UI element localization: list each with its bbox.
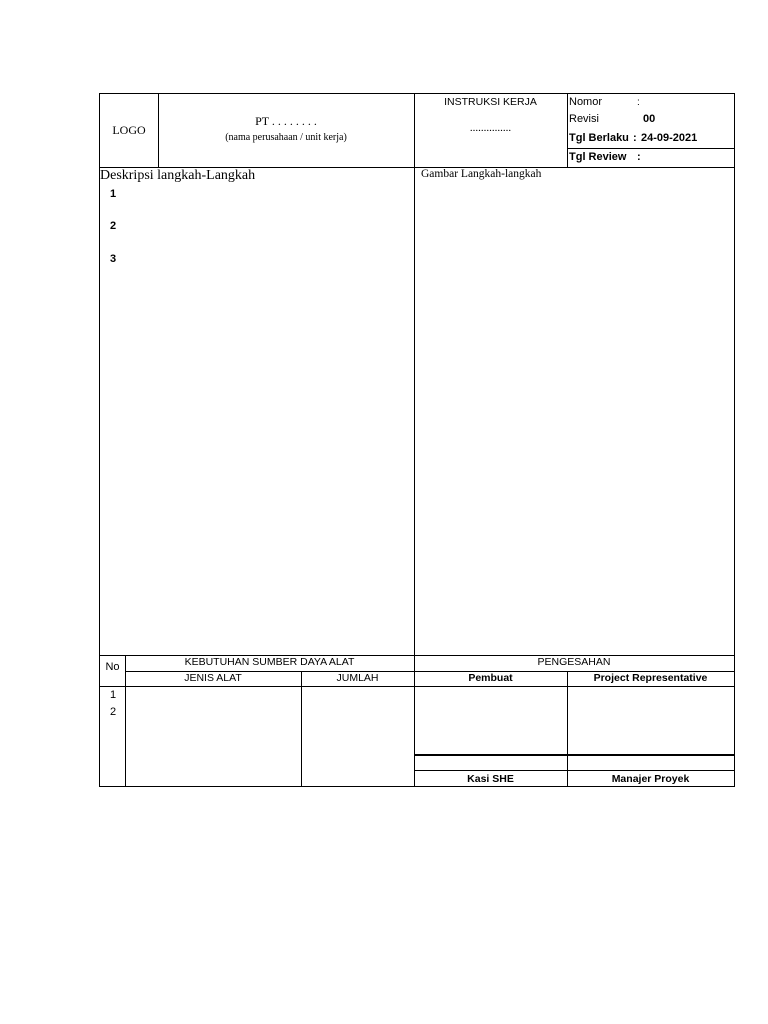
doc-meta-cell xyxy=(567,94,735,167)
meta-nomor-sep: : xyxy=(637,97,640,108)
meta-nomor-label: Nomor xyxy=(569,96,603,108)
divider xyxy=(414,770,734,771)
resource-col-jenis: JENIS ALAT xyxy=(184,672,242,684)
steps-description-title: Deskripsi langkah-Langkah xyxy=(100,168,256,183)
divider xyxy=(567,671,568,786)
doc-number-dots: ............... xyxy=(469,122,512,134)
company-name: PT . . . . . . . . xyxy=(255,114,317,128)
resource-row-number: 2 xyxy=(110,706,117,718)
divider xyxy=(100,686,734,687)
meta-tgl-review-label: Tgl Review xyxy=(569,151,627,163)
resource-row-number: 1 xyxy=(110,689,117,701)
approval-title: PENGESAHAN xyxy=(537,656,611,668)
divider xyxy=(414,754,734,756)
steps-image-title: Gambar Langkah-langkah xyxy=(421,168,542,180)
divider xyxy=(567,148,735,149)
logo-placeholder: LOGO xyxy=(112,123,146,137)
approval-col-project-rep: Project Representative xyxy=(593,672,708,684)
meta-revisi-value: 00 xyxy=(643,113,656,125)
work-instruction-form xyxy=(99,93,735,787)
resource-col-jumlah: JUMLAH xyxy=(336,672,379,684)
resource-no-header: No xyxy=(105,661,120,673)
company-cell xyxy=(158,94,414,167)
step-number: 2 xyxy=(110,220,117,232)
divider xyxy=(301,671,302,786)
resource-table-title: KEBUTUHAN SUMBER DAYA ALAT xyxy=(184,656,355,668)
meta-tgl-review-sep: : xyxy=(637,151,641,163)
logo-cell xyxy=(100,94,158,167)
signer-kasi-she: Kasi SHE xyxy=(467,773,514,785)
meta-revisi-label: Revisi xyxy=(569,113,599,125)
doc-type: INSTRUKSI KERJA xyxy=(444,96,537,108)
step-number: 1 xyxy=(110,188,117,200)
company-subtitle: (nama perusahaan / unit kerja) xyxy=(225,132,347,143)
doc-type-cell xyxy=(414,94,567,167)
meta-tgl-berlaku-sep: : xyxy=(633,132,637,144)
meta-tgl-berlaku-value: 24-09-2021 xyxy=(641,132,698,144)
step-number: 3 xyxy=(110,253,117,265)
signer-manajer-proyek: Manajer Proyek xyxy=(611,773,690,785)
approval-col-pembuat: Pembuat xyxy=(468,672,513,684)
meta-tgl-berlaku-label: Tgl Berlaku xyxy=(569,132,629,144)
